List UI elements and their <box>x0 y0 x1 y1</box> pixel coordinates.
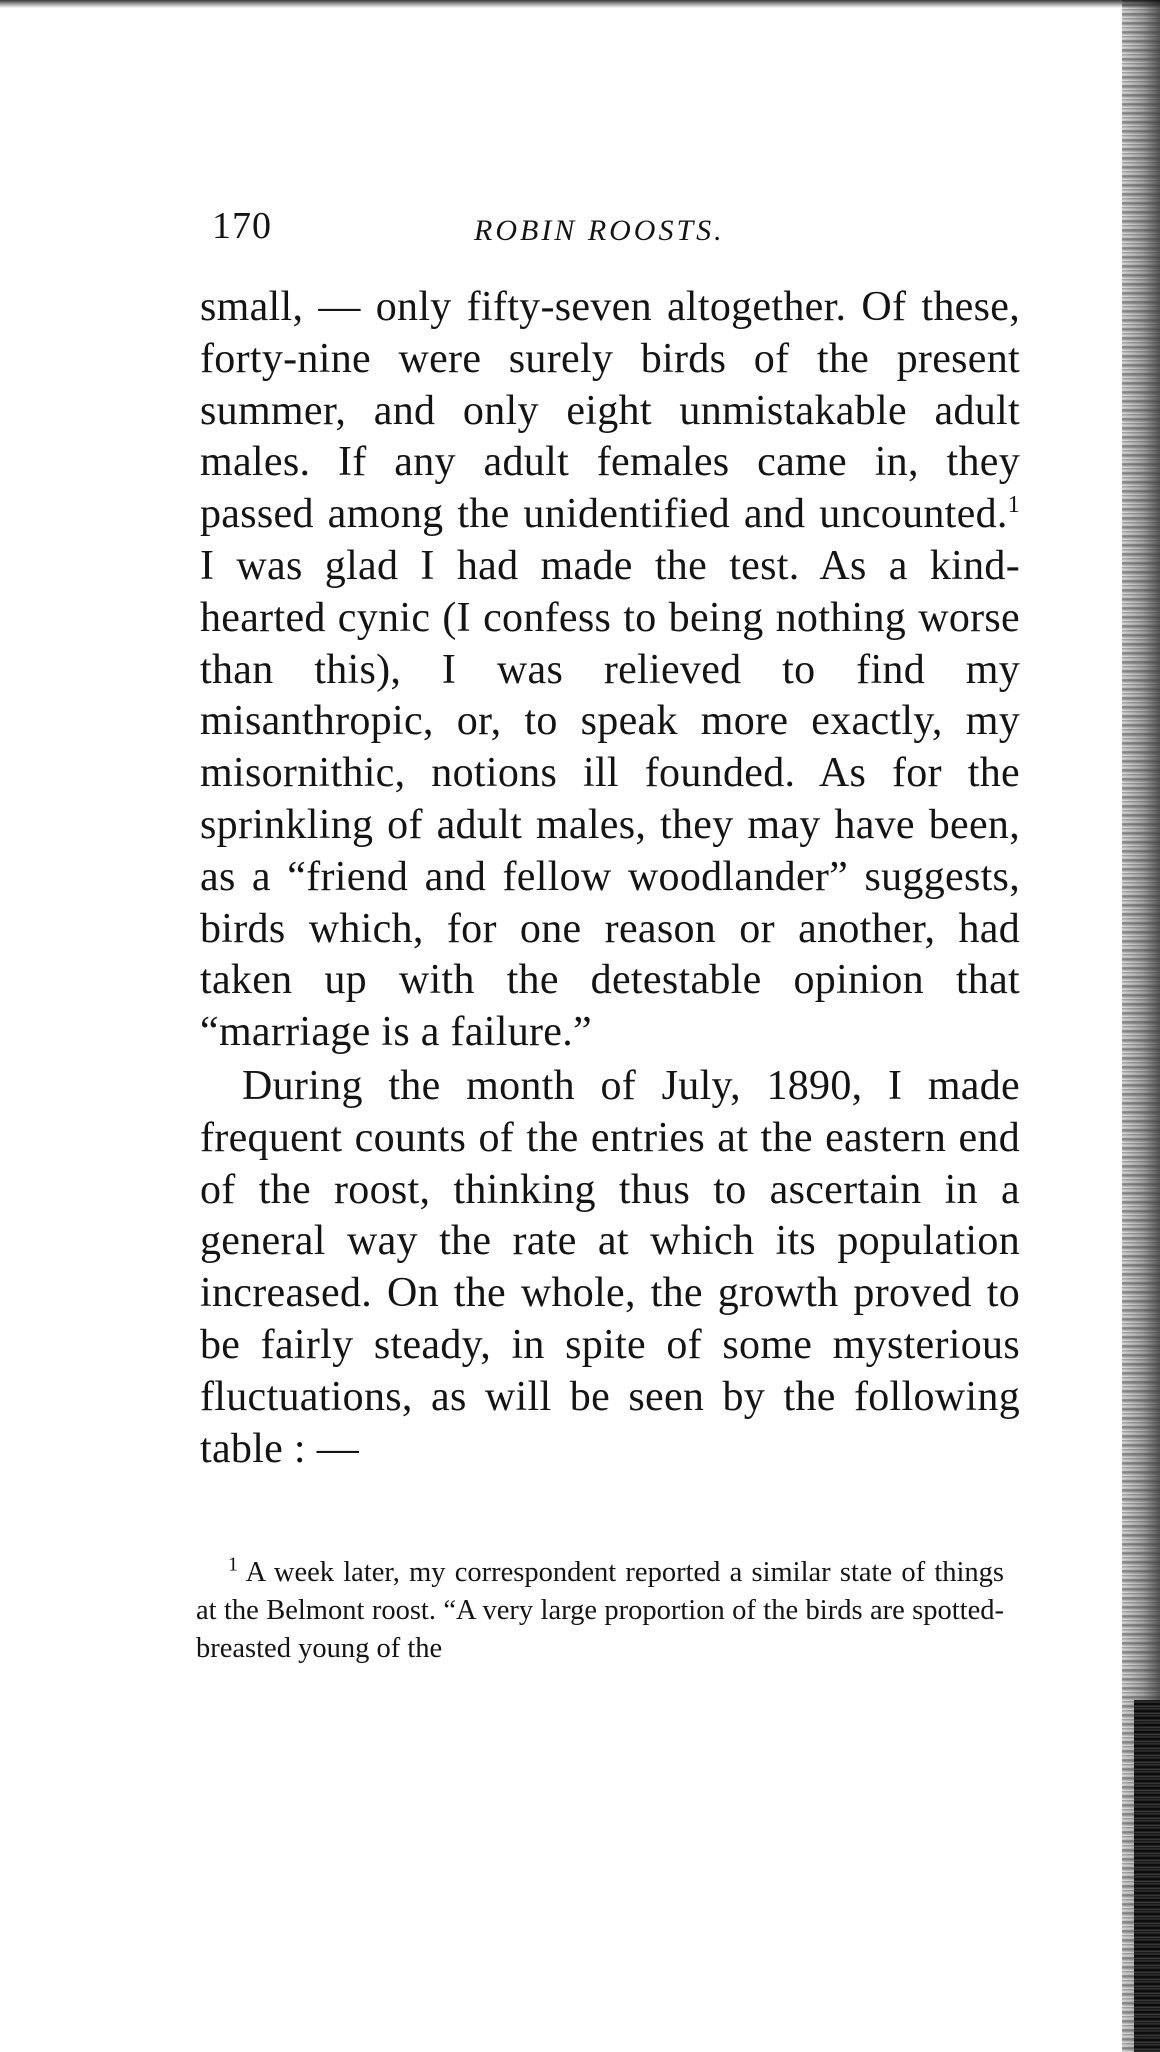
paragraph-1-text-a: small, — only fifty-seven altogether. Of these, forty-nine were surely birds of the present summer, and only eight unmistakable adult males. If any adult females came in, they passed among the unidentified and uncounted. <box>200 284 1020 538</box>
footnote-marker: 1 <box>228 1553 238 1576</box>
footnote-reference: 1 <box>1007 492 1020 519</box>
scan-right-edge-shadow <box>1134 1700 1160 2052</box>
footnote <box>196 1554 1004 1668</box>
page-number: 170 <box>212 205 272 247</box>
page-header <box>212 204 1012 254</box>
paragraph-1 <box>200 282 1020 1059</box>
paragraph-2: During the month of July, 1890, I made frequent counts of the entries at the eastern end of the roost, thinking thus to ascertain in a general way the rate at which its population increased. On the whole, the growth proved to be fairly steady, in spite of some mysterious fluctuations, as will be seen by the following table : — <box>200 1062 1020 1472</box>
running-head: ROBIN ROOSTS. <box>474 214 725 247</box>
scan-top-edge <box>0 0 1160 8</box>
footnote-text: A week later, my correspondent reported a similar state of things at the Belmont roost. “A very large proportion of the birds are spotted-breasted young of the <box>196 1557 1004 1664</box>
body-text <box>200 282 1020 1475</box>
paragraph-1-text-b: I was glad I had made the test. As a kind-hearted cynic (I confess to being nothing worse than this), I was relieved to find my misanthropic, or, to speak more exactly, my misornithic, notions ill founded. As for the sprinkling of adult males, they may have been, as a “friend and fellow woodlander” suggests, birds which, for one reason or another, had taken up with the detestable opinion that “marriage is a failure.” <box>200 542 1020 1056</box>
